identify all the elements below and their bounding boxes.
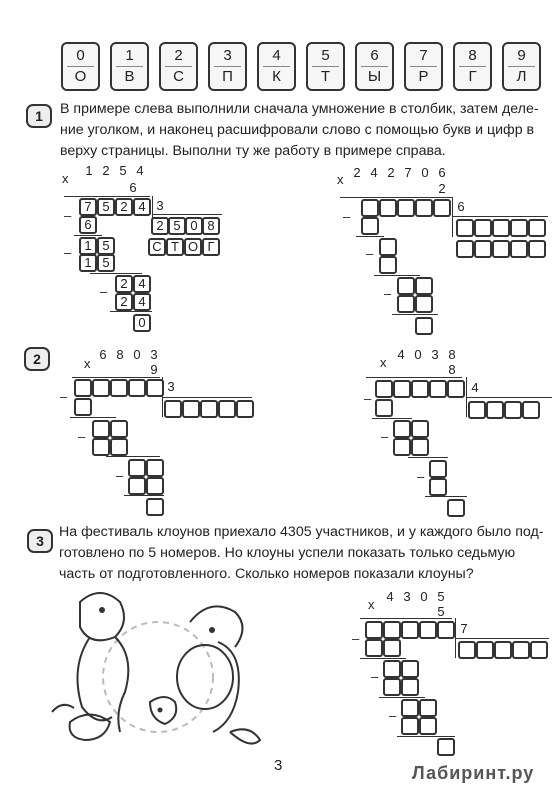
key-cell: 2 С (159, 42, 198, 91)
answer-box (494, 641, 512, 659)
digit: 4 (386, 589, 394, 604)
word-box: О (184, 238, 202, 256)
digit: 0 (421, 165, 429, 180)
digit: 8 (116, 347, 124, 362)
times-sign: x (368, 597, 375, 612)
digit: 8 (448, 362, 456, 377)
times-sign: x (380, 355, 387, 370)
answer-box (397, 199, 415, 217)
answer-box (415, 317, 433, 335)
minus-sign: – (64, 208, 72, 223)
answer-box (397, 277, 415, 295)
digit: 7 (404, 165, 412, 180)
task1-line-1: В примере слева выполнили сначала умножение в столбик, затем деле- (60, 101, 539, 117)
divisor: 4 (471, 380, 479, 395)
answer-box (415, 277, 433, 295)
digit: 3 (431, 347, 439, 362)
answer-box: 5 (97, 254, 115, 272)
answer-box: 7 (79, 198, 97, 216)
key-cell: 5 Т (306, 42, 345, 91)
task-number-badge: 1 (26, 104, 52, 128)
answer-box (383, 678, 401, 696)
minus-sign: – (381, 429, 389, 444)
answer-box (504, 401, 522, 419)
digit: 8 (448, 347, 456, 362)
answer-box (458, 641, 476, 659)
answer-box (74, 398, 92, 416)
answer-box (437, 621, 455, 639)
answer-box: 5 (97, 237, 115, 255)
digit: 6 (438, 165, 446, 180)
answer-box (92, 379, 110, 397)
answer-box (146, 459, 164, 477)
answer-box (200, 400, 218, 418)
answer-box: 0 (185, 217, 203, 235)
word-box (456, 240, 474, 258)
answer-box (447, 499, 465, 517)
answer-box: 0 (133, 314, 151, 332)
answer-box (437, 738, 455, 756)
key-cell: 6 Ы (355, 42, 394, 91)
minus-sign: – (100, 284, 108, 299)
answer-box (510, 219, 528, 237)
answer-box: 4 (133, 293, 151, 311)
answer-box (456, 219, 474, 237)
divisor: 3 (167, 379, 175, 394)
answer-box (415, 199, 433, 217)
digit: 3 (150, 347, 158, 362)
answer-box (419, 699, 437, 717)
answer-box (379, 199, 397, 217)
answer-box (411, 438, 429, 456)
answer-box (128, 459, 146, 477)
answer-box (401, 699, 419, 717)
answer-box (182, 400, 200, 418)
answer-box (218, 400, 236, 418)
minus-sign: – (389, 708, 397, 723)
answer-box (429, 380, 447, 398)
answer-box (528, 219, 546, 237)
answer-box (361, 199, 379, 217)
times-sign: x (62, 171, 69, 186)
answer-box (375, 380, 393, 398)
divisor: 7 (460, 621, 468, 636)
task3-line-1: На фестиваль клоунов приехало 4305 участников, и у каждого было под- (59, 524, 544, 540)
digit: 9 (150, 362, 158, 377)
answer-box (92, 438, 110, 456)
key-cell: 8 Г (453, 42, 492, 91)
minus-sign: – (352, 631, 360, 646)
answer-box (110, 420, 128, 438)
answer-box (397, 295, 415, 313)
answer-box (361, 217, 379, 235)
answer-box (393, 380, 411, 398)
times-sign: x (337, 172, 344, 187)
word-box: Г (202, 238, 220, 256)
answer-box: 5 (97, 198, 115, 216)
answer-box: 5 (168, 217, 186, 235)
divisor: 6 (457, 199, 465, 214)
digit: 4 (370, 165, 378, 180)
answer-box (401, 621, 419, 639)
minus-sign: – (116, 468, 124, 483)
page-number: 3 (274, 757, 283, 774)
minus-sign: – (371, 669, 379, 684)
minus-sign: – (60, 389, 68, 404)
digit: 1 (85, 163, 93, 178)
answer-box (401, 678, 419, 696)
digit: 2 (102, 163, 110, 178)
word-box (474, 240, 492, 258)
answer-box (365, 621, 383, 639)
key-cell: 0 О (61, 42, 100, 91)
minus-sign: – (64, 245, 72, 260)
answer-box: 6 (79, 216, 97, 234)
answer-box (530, 641, 548, 659)
answer-box (476, 641, 494, 659)
answer-box: 2 (151, 217, 169, 235)
key-cell: 3 П (208, 42, 247, 91)
clown-illustration (40, 582, 280, 752)
answer-box (486, 401, 504, 419)
digit: 4 (136, 163, 144, 178)
answer-box (379, 238, 397, 256)
answer-box (128, 379, 146, 397)
answer-box (447, 380, 465, 398)
answer-box: 2 (115, 293, 133, 311)
word-box: Т (166, 238, 184, 256)
answer-box (468, 401, 486, 419)
answer-box (110, 438, 128, 456)
answer-box (383, 639, 401, 657)
answer-box (146, 477, 164, 495)
answer-box (429, 478, 447, 496)
word-box (492, 240, 510, 258)
answer-box (146, 498, 164, 516)
digit: 6 (129, 180, 137, 195)
divisor: 3 (156, 198, 164, 213)
task-number-badge: 3 (27, 529, 53, 553)
answer-box (365, 639, 383, 657)
answer-box: 2 (115, 198, 133, 216)
answer-box (110, 379, 128, 397)
task-number-badge: 2 (24, 347, 50, 371)
word-box (528, 240, 546, 258)
digit: 4 (397, 347, 405, 362)
answer-box (411, 380, 429, 398)
key-cell: 4 К (257, 42, 296, 91)
key-cell: 9 Л (502, 42, 541, 91)
answer-box (492, 219, 510, 237)
minus-sign: – (366, 246, 374, 261)
digit: 2 (353, 165, 361, 180)
digit: 0 (414, 347, 422, 362)
digit: 0 (133, 347, 141, 362)
answer-box: 2 (115, 275, 133, 293)
digit: 5 (437, 604, 445, 619)
answer-box: 4 (133, 275, 151, 293)
key-cell: 1 В (110, 42, 149, 91)
word-box (510, 240, 528, 258)
answer-box (419, 717, 437, 735)
answer-box (375, 399, 393, 417)
answer-box (411, 420, 429, 438)
digit: 2 (438, 181, 446, 196)
answer-box (401, 660, 419, 678)
answer-box: 8 (202, 217, 220, 235)
digit: 6 (99, 347, 107, 362)
answer-box: 4 (133, 198, 151, 216)
minus-sign: – (78, 429, 86, 444)
minus-sign: – (417, 469, 425, 484)
answer-box (128, 477, 146, 495)
answer-box (164, 400, 182, 418)
minus-sign: – (343, 209, 351, 224)
answer-box (522, 401, 540, 419)
times-sign: x (84, 356, 91, 371)
answer-box (236, 400, 254, 418)
answer-box (429, 460, 447, 478)
word-box: С (148, 238, 166, 256)
task3-line-2: готовлено по 5 номеров. Но клоуны успели показать только седьмую (59, 545, 516, 561)
answer-box (433, 199, 451, 217)
answer-box (92, 420, 110, 438)
answer-box (474, 219, 492, 237)
digit: 5 (119, 163, 127, 178)
answer-box (415, 295, 433, 313)
answer-box: 1 (79, 254, 97, 272)
minus-sign: – (384, 286, 392, 301)
watermark-logo: Лабиринт.ру (412, 763, 535, 783)
answer-box (393, 438, 411, 456)
answer-box (401, 717, 419, 735)
answer-box (379, 256, 397, 274)
task3-line-3: часть от подготовленного. Сколько номеров показали клоуны? (59, 566, 474, 582)
answer-box (419, 621, 437, 639)
digit: 3 (403, 589, 411, 604)
digit: 0 (420, 589, 428, 604)
answer-box (393, 420, 411, 438)
answer-box (74, 379, 92, 397)
minus-sign: – (364, 391, 372, 406)
digit: 5 (437, 589, 445, 604)
task1-line-3: верху страницы. Выполни ту же работу в примере справа. (60, 143, 446, 159)
digit: 2 (387, 165, 395, 180)
answer-box (383, 660, 401, 678)
answer-box (383, 621, 401, 639)
task1-line-2: ние уголком, и наконец расшифровали слово с помощью букв и цифр в (60, 122, 535, 138)
key-cell: 7 Р (404, 42, 443, 91)
answer-box: 1 (79, 237, 97, 255)
answer-box (512, 641, 530, 659)
